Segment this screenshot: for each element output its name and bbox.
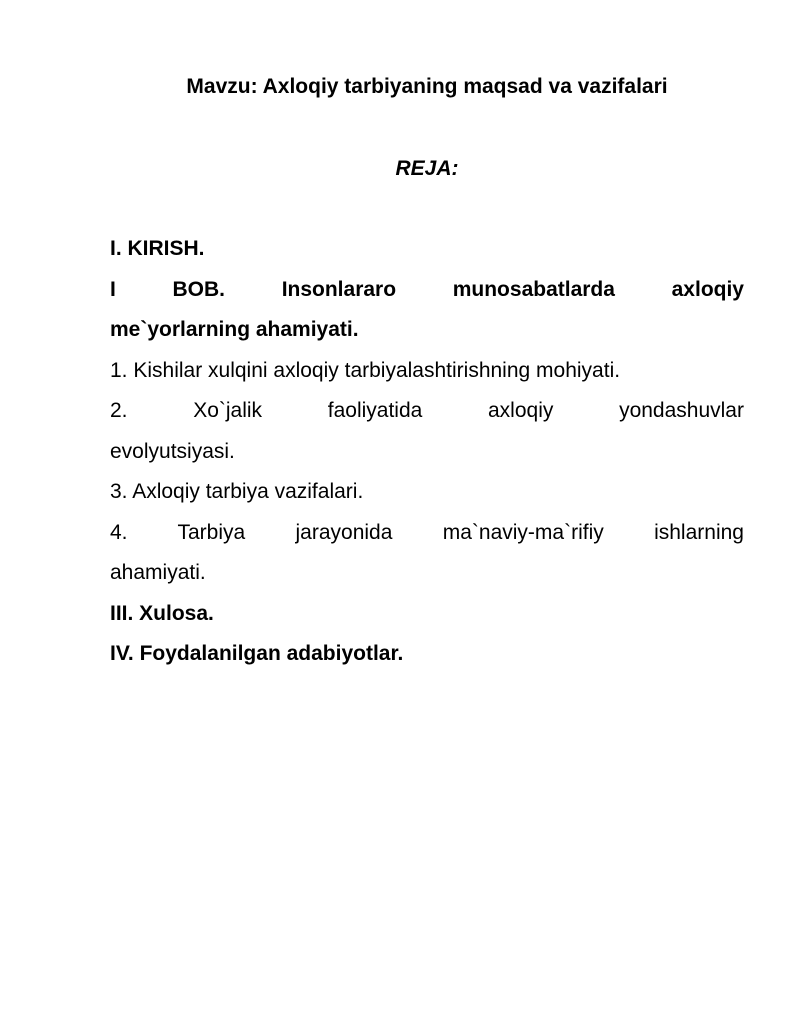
item-4-word: 4. (110, 520, 128, 544)
outline-item-1: 1. Kishilar xulqini axloqiy tarbiyalashtirishning mohiyati. (110, 358, 621, 382)
outline-item-4 (110, 513, 744, 594)
chapter-1-word: axloqiy (671, 277, 744, 301)
item-4-word: ishlarning (654, 520, 744, 544)
item-2-line-2: evolyutsiyasi. (110, 439, 235, 463)
chapter-1-line-1 (110, 270, 744, 311)
chapter-1-word: munosabatlarda (452, 277, 615, 301)
item-2-word: faoliyatida (327, 399, 423, 422)
outline-conclusion: III. Xulosa. (110, 601, 214, 625)
outline-intro: I. KIRISH. (110, 237, 205, 260)
item-4-line-1 (110, 513, 744, 554)
chapter-1-word: I (110, 277, 116, 301)
item-4-word: ma`naviy-ma`rifiy (442, 520, 604, 544)
item-2-word: 2. (110, 399, 128, 422)
page-title: Mavzu: Axloqiy tarbiyaning maqsad va vazifalari (186, 75, 668, 98)
item-2-word: yondashuvlar (619, 399, 744, 422)
outline-references: IV. Foydalanilgan adabiyotlar. (110, 642, 404, 665)
chapter-1-word: Insonlararo (281, 277, 397, 301)
outline (110, 229, 744, 675)
item-2-word: Xo`jalik (193, 399, 263, 422)
item-4-line-2: ahamiyati. (110, 561, 206, 584)
item-2-word: axloqiy (488, 399, 554, 422)
item-4-word: Tarbiya (177, 520, 246, 544)
outline-item-3: 3. Axloqiy tarbiya vazifalari. (110, 480, 364, 503)
outline-chapter-1 (110, 270, 744, 351)
plan-heading: REJA: (395, 157, 459, 180)
chapter-1-word: BOB. (172, 277, 226, 301)
outline-item-2 (110, 391, 744, 472)
chapter-1-line-2: me`yorlarning ahamiyati. (110, 318, 359, 341)
item-2-line-1 (110, 391, 744, 432)
item-4-word: jarayonida (295, 520, 393, 544)
